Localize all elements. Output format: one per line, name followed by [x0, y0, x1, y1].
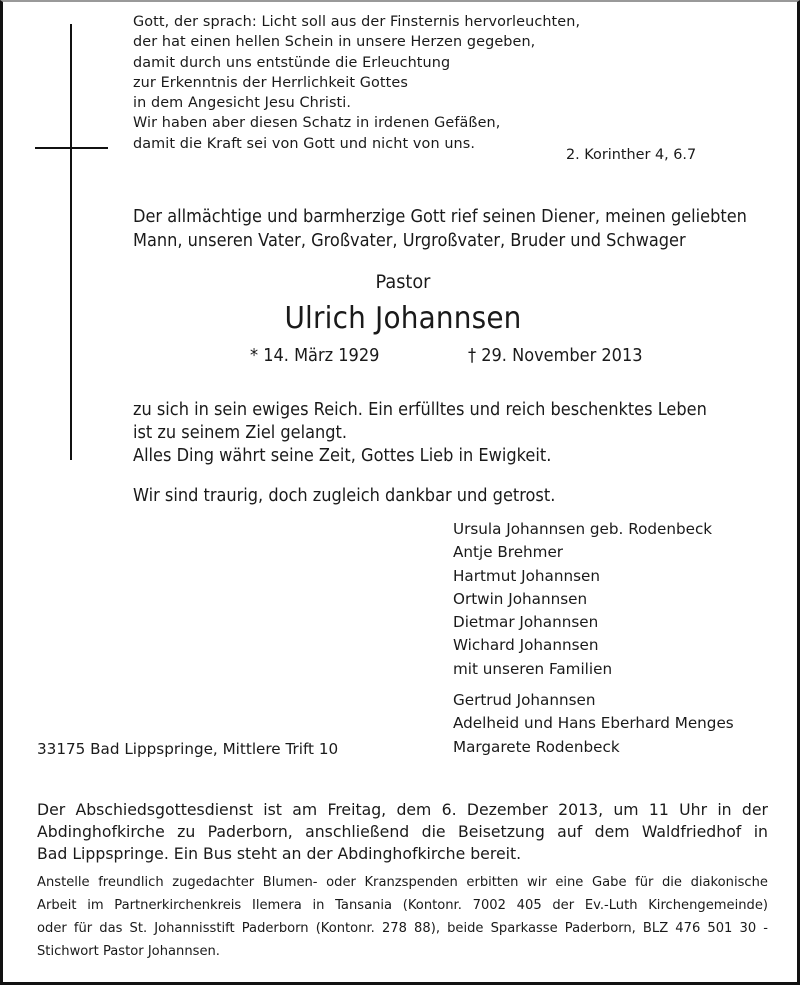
- intro-text: [133, 205, 747, 253]
- funeral-service-info: [37, 799, 768, 865]
- verse-line: Gott, der sprach: Licht soll aus der Finsternis hervorleuchten,: [133, 14, 581, 30]
- cross-horizontal-bar: [35, 147, 108, 149]
- deceased-title: Pastor: [375, 271, 431, 293]
- verse-line: der hat einen hellen Schein in unsere Herzen gegeben,: [133, 34, 536, 51]
- mourner-name: Hartmut Johannsen: [453, 566, 600, 585]
- verse-line: in dem Angesicht Jesu Christi.: [133, 95, 352, 112]
- mourners-relatives: [453, 689, 734, 759]
- death-date: † 29. November 2013: [468, 346, 643, 366]
- mourners-family: [453, 518, 712, 681]
- intro-line: Mann, unseren Vater, Großvater, Urgroßvater, Bruder und Schwager: [133, 231, 686, 251]
- after-line: ist zu seinem Ziel gelangt.: [133, 423, 348, 443]
- after-line: zu sich in sein ewiges Reich. Ein erfülltes und reich beschenktes Leben: [133, 400, 707, 420]
- mourner-name: Ursula Johannsen geb. Rodenbeck: [453, 520, 713, 538]
- after-line: Alles Ding währt seine Zeit, Gottes Lieb in Ewigkeit.: [133, 446, 552, 466]
- after-text: [133, 399, 707, 468]
- verse-line: damit die Kraft sei von Gott und nicht von uns.: [133, 135, 476, 152]
- mourner-name: mit unseren Familien: [453, 659, 613, 678]
- donation-info: [37, 871, 768, 963]
- donation-line: Stichwort Pastor Johannsen.: [37, 944, 220, 959]
- bible-verse: [133, 12, 580, 154]
- mourner-name: Dietmar Johannsen: [453, 613, 599, 632]
- donation-line: Arbeit im Partnerkirchenkreis Ilemera in Tansania (Kontonr. 7002 405 der Ev.-Luth Kirchengemeinde): [37, 898, 768, 913]
- service-line: Bad Lippspringe. Ein Bus steht an der Abdinghofkirche bereit.: [37, 844, 522, 863]
- verse-line: Wir haben aber diesen Schatz in irdenen Gefäßen,: [133, 115, 501, 132]
- mourner-name: Antje Brehmer: [453, 543, 564, 562]
- intro-line: Der allmächtige und barmherzige Gott rief seinen Diener, meinen geliebten: [133, 207, 747, 227]
- cross-vertical-bar: [70, 24, 72, 460]
- service-line: Der Abschiedsgottesdienst ist am Freitag, dem 6. Dezember 2013, um 11 Uhr in der: [37, 800, 768, 819]
- donation-line: oder für das St. Johannisstift Paderborn (Kontonr. 278 88), beide Sparkasse Paderborn, BLZ 476 501 30 -: [37, 921, 768, 936]
- mourner-name: Wichard Johannsen: [453, 636, 599, 655]
- service-line: Abdinghofkirche zu Paderborn, anschließend die Beisetzung auf dem Waldfriedhof in: [37, 822, 768, 841]
- mourner-name: Adelheid und Hans Eberhard Menges: [453, 714, 734, 733]
- verse-reference: 2. Korinther 4, 6.7: [566, 147, 697, 163]
- deceased-name: Ulrich Johannsen: [284, 301, 522, 336]
- mourner-name: Gertrud Johannsen: [453, 691, 596, 709]
- birth-date: * 14. März 1929: [250, 346, 380, 366]
- verse-line: zur Erkenntnis der Herrlichkeit Gottes: [133, 74, 408, 91]
- mourner-name: Ortwin Johannsen: [453, 589, 588, 608]
- verse-line: damit durch uns entstünde die Erleuchtung: [133, 54, 451, 71]
- closing-sentence: Wir sind traurig, doch zugleich dankbar und getrost.: [133, 486, 556, 506]
- family-address: 33175 Bad Lippspringe, Mittlere Trift 10: [37, 740, 339, 758]
- donation-line: Anstelle freundlich zugedachter Blumen- oder Kranzspenden erbitten wir eine Gabe für die diakonische: [37, 875, 768, 890]
- mourner-name: Margarete Rodenbeck: [453, 737, 620, 756]
